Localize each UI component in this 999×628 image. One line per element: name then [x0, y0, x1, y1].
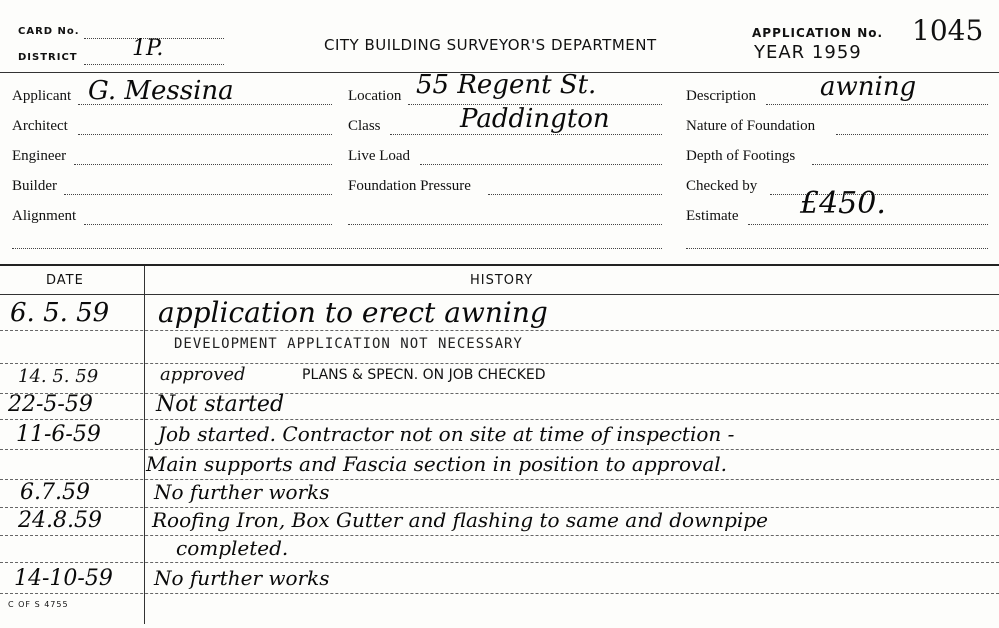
- application-number: 1045: [912, 14, 984, 47]
- history-text: Job started. Contractor not on site at time of inspection -: [158, 422, 735, 446]
- history-text: Roofing Iron, Box Gutter and flashing to same and downpipe: [152, 508, 768, 532]
- district-label: DISTRICT: [18, 52, 78, 63]
- history-date: 14-10-59: [14, 566, 113, 591]
- description-label: Description: [686, 88, 756, 104]
- history-text: completed.: [176, 536, 289, 560]
- history-text: Main supports and Fascia section in position to approval.: [146, 452, 728, 476]
- blank-line-1: [12, 248, 662, 249]
- typed-plans-checked: PLANS & SPECN. ON JOB CHECKED: [302, 367, 546, 383]
- applicant-label: Applicant: [12, 88, 72, 104]
- foundation-pressure-label: Foundation Pressure: [348, 178, 471, 194]
- engineer-label: Engineer: [12, 148, 67, 164]
- engineer-line: [74, 164, 332, 165]
- history-date: 11-6-59: [16, 422, 101, 447]
- location-value: 55 Regent St.: [416, 70, 597, 100]
- history-text: No further works: [154, 480, 330, 504]
- architect-line: [78, 134, 332, 135]
- history-date: 6. 5. 59: [10, 298, 110, 328]
- blank-line-2: [686, 248, 988, 249]
- estimate-line: [748, 224, 988, 225]
- row-rule: [0, 479, 999, 480]
- application-no-label: APPLICATION No.: [752, 26, 884, 40]
- live-load-line: [420, 164, 662, 165]
- history-date: 24.8.59: [18, 508, 102, 533]
- builder-line: [64, 194, 332, 195]
- nature-of-foundation-line: [836, 134, 988, 135]
- builder-label: Builder: [12, 178, 57, 194]
- foundation-pressure-line: [488, 194, 662, 195]
- description-value: awning: [820, 72, 917, 102]
- history-top-rule: [0, 264, 999, 266]
- row-rule: [0, 419, 999, 420]
- row-rule: [0, 535, 999, 536]
- history-text: approved: [160, 364, 246, 385]
- history-text: No further works: [154, 566, 330, 590]
- applicant-value: G. Messina: [88, 76, 234, 106]
- alignment-label: Alignment: [12, 208, 77, 224]
- row-rule: [0, 393, 999, 394]
- history-text: Not started: [156, 392, 285, 417]
- row-rule: [0, 449, 999, 450]
- location-label: Location: [348, 88, 402, 104]
- department-title: CITY BUILDING SURVEYOR'S DEPARTMENT: [324, 36, 657, 54]
- date-column-header: DATE: [46, 273, 84, 288]
- alignment-line: [84, 224, 332, 225]
- depth-of-footings-line: [812, 164, 988, 165]
- card-no-label: CARD No.: [18, 26, 80, 37]
- row-rule: [0, 330, 999, 331]
- class-line: [390, 134, 662, 135]
- history-date: 6.7.59: [20, 480, 90, 505]
- district-line: [84, 64, 224, 65]
- row-rule: [0, 363, 999, 364]
- estimate-label: Estimate: [686, 208, 739, 224]
- year-label: YEAR 1959: [754, 42, 862, 63]
- row-rule: [0, 562, 999, 563]
- checked-by-label: Checked by: [686, 178, 758, 194]
- nature-of-foundation-label: Nature of Foundation: [686, 118, 816, 134]
- class-label: Class: [348, 118, 381, 134]
- history-text: application to erect awning: [158, 296, 548, 329]
- middle-blank-line: [348, 224, 662, 225]
- architect-label: Architect: [12, 118, 68, 134]
- class-value: Paddington: [460, 104, 610, 134]
- history-date: 22-5-59: [8, 392, 93, 417]
- row-rule: [0, 593, 999, 594]
- history-header-rule: [0, 294, 999, 295]
- district-value: 1P.: [132, 36, 164, 61]
- form-code: C OF S 4755: [8, 600, 69, 609]
- history-date: 14. 5. 59: [18, 366, 99, 387]
- live-load-label: Live Load: [348, 148, 411, 164]
- history-column-header: HISTORY: [470, 273, 534, 288]
- development-stamp: DEVELOPMENT APPLICATION NOT NECESSARY: [174, 336, 523, 352]
- depth-of-footings-label: Depth of Footings: [686, 148, 796, 164]
- date-column-divider: [144, 266, 145, 624]
- estimate-value: £450.: [800, 186, 886, 221]
- description-line: [766, 104, 988, 105]
